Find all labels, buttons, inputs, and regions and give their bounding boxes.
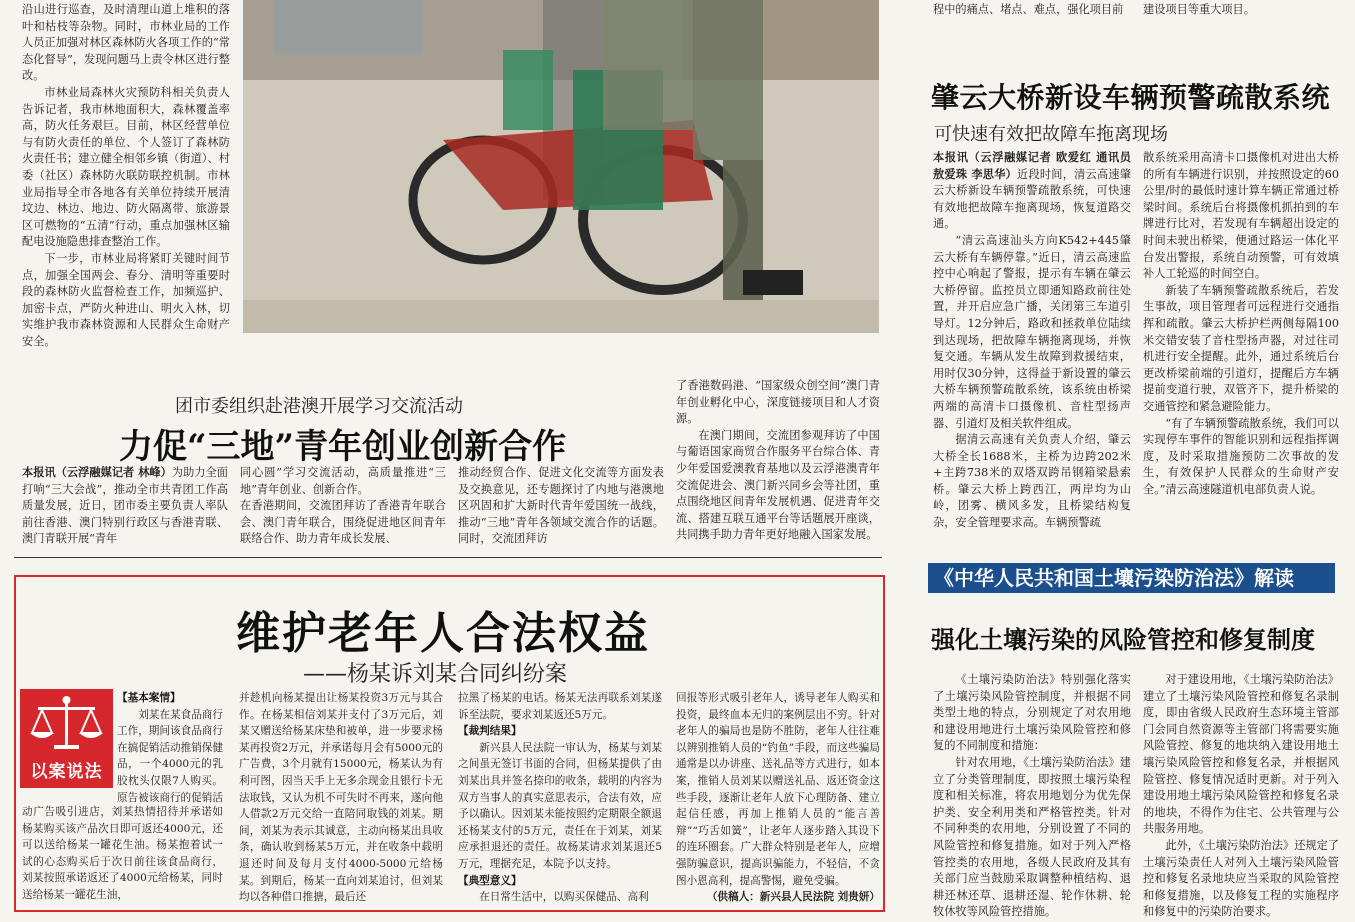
law-case-col1-rest: 动广告吸引进店，刘某热情招待并承诺如杨某购买该产品次日即可返还4000元，还可以送给杨某一罐花生油。杨某抱着试一试的心态购买后于次日前往该食品商行，刘某按照承诺返还了4000元给杨某，同时送给杨某一罐花生油， (22, 806, 223, 901)
scales-of-justice-icon (20, 689, 113, 759)
soil-law-col1: 《土壤污染防治法》特别强化落实了土壤污染风险管控制度，并根据不同类型土地的特点，分别规定了对农用地和建设用地进行土壤污染风险管控和修复的不同制度和措施： 针对农用地，《土壤污染防治法》建立了分类管理制度，即按照土壤污染程度和相关标准，将农用地划分为优先保护类、安全利用类和严格管控类。针对不同种类的农用地，分别设置了不同的风险管控和修复措施。如对于列入严格管控类的农用地，各级人民政府及其有关部门应当鼓励采取调整种植结构、退耕还林还草、退耕还湿、轮作休耕、轮牧休牧等风险管控措施。 (933, 673, 1131, 919)
section-basic-heading: 【基本案情】 (117, 692, 181, 704)
section-typical-heading: 【典型意义】 (458, 874, 522, 887)
soil-law-col2: 对于建设用地，《土壤污染防治法》建立了土壤污染风险管控和修复名录制度，即由省级人民政府生态环境主管部门会同自然资源等主管部门将需要实施风险管控、修复的地块纳入建设用地土壤污染风险管控和修复名录，并根据风险管控、修复情况适时更新。对于列入建设用地土壤污染风险管控和修复名录的地块，不得作为住宅、公共管理与公共服务用地。 此外，《土壤污染防治法》还规定了土壤污染责任人对列入土壤污染风险管控和修复名录地块应当采取的风险管控和修复措施，以及修复工程的实施程序和修复中的污染防治要求。 (1143, 673, 1339, 919)
youth-article-kicker: 团市委组织赴港澳开展学习交流活动 (175, 396, 463, 417)
continuation-text-right: 建设项目等重大项目。 (1143, 3, 1255, 16)
youth-article-byline: 本报讯（云浮融媒记者 林峰） (22, 466, 172, 479)
law-case-col3: 拉黑了杨某的电话。杨某无法再联系刘某遂诉至法院，要求刘某返还5万元。 【裁判结果】 新兴县人民法院一审认为，杨某与刘某之间虽无签订书面的合同，但杨某提供了由刘某出具并签名捺印的收条，载明的内容为双方当事人的真实意思表示，合法有效，应予以确认。因刘某未能按照约定期限全额退还杨某支付的5万元，责任在于刘某，刘某应承担退还的责任。故杨某请求刘某退还5万元，理据充足，本院予以支持。 【典型意义】 在日常生活中，以购买保健品、高利 (458, 692, 662, 904)
badge-label: 以案说法 (30, 762, 103, 782)
section-divider (14, 557, 882, 558)
continuation-text-left: 程中的痛点、堵点、难点，强化项目前 (933, 3, 1124, 16)
youth-article-col4: 了香港数码港、“国家级众创空间”澳门青年创业孵化中心，深度链接项目和人才资源。 在澳门期间，交流团参观拜访了中国与葡语国家商贸合作服务平台综合体、青少年爱国爱澳教育基地以及云浮港澳青年交流促进会、澳门新兴同乡会等社团，重点围绕地区间青年发展机遇、促进青年交流、搭建互联互通平台等话题展开座谈，共同携手助力青年更好地融入国家发展。 (676, 379, 880, 542)
soil-law-title: 强化土壤污染的风险管控和修复制度 (931, 626, 1315, 654)
bridge-article-col1: 本报讯（云浮融媒记者 欧爱红 通讯员 敖爱珠 李思华）近段时间，清云高速肇云大桥新设车辆预警疏散系统，可快速有效地把故障车拖离现场，恢复道路交通。 “清云高速汕头方向K542+445肇云大桥有车辆停靠。”近日，清云高速监控中心响起了警报，提示有车辆在肇云大桥停留。监控员立即通知路政前往处置，并开启应急广播，关闭第三车道引导灯。12分钟后，路政和拯救单位陆续到达现场，把故障车辆拖离现场，并恢复交通。车辆从发生故障到救援结束，用时仅30分钟，这得益于新设置的肇云大桥车辆预警疏散系统，该系统由桥梁两端的高清卡口摄像机、音柱型扬声器、引道灯及相关软件组成。 据清云高速有关负责人介绍，肇云大桥全长1688米，主桥为边跨202米+主跨738米的双塔双跨吊钢箱梁悬索桥。肇云大桥上跨西江，两岸均为山岭，团雾、横风多发，且桥梁结构复杂，安全管理要求高。车辆预警疏 (933, 151, 1131, 530)
soil-law-band: 《中华人民共和国土壤污染防治法》解读 (928, 563, 1335, 593)
bridge-article-subtitle: 可快速有效把故障车拖离现场 (934, 124, 1168, 145)
case-explanation-badge (20, 689, 113, 788)
bridge-article-byline: 本报讯（云浮融媒记者 欧爱红 通讯员 敖爱珠 李思华） (933, 151, 1131, 181)
law-case-col4: 回报等形式吸引老年人，诱导老年人购买和投资，最终血本无归的案例层出不穷。针对老年人的骗局也是防不胜防，老年人往往难以辨别推销人员的“钓鱼”手段，而这些骗局通常是以办讲座、送礼品等方式进行，如本案，推销人员刘某以赠送礼品、返还资金这些手段，逐渐让老年人放下心理防备、建立起信任感，再加上推销人员的“能言善辩”“巧舌如簧”，让老年人逐步踏入其设下的连环圈套。广大群众特别是老年人，应增强防骗意识，提高识骗能力，不轻信，不贪图小恩高利，提高警惕，避免受骗。 （供稿人：新兴县人民法院 刘贵妍） (676, 692, 880, 904)
bridge-article-col2: 散系统采用高清卡口摄像机对进出大桥的所有车辆进行识别，并按照设定的60公里/时的最低时速计算车辆正常通过桥梁时间。系统后台将摄像机抓拍到的车牌进行比对，若发现有车辆超出设定的时间未驶出桥梁，便通过路运一体化平台发出警报，系统自动预警，可有效填补人工轮巡的时间空白。 新装了车辆预警疏散系统后，若发生事故，项目管理者可远程进行交通指挥和疏散。肇云大桥护栏两侧每隔100米交错安装了音柱型扬声器，对过往司机进行安全提醒。此外，通过系统后台更改桥梁前端的引道灯，提醒后方车辆提前变道行驶，双管齐下，提升桥梁的交通管控和紧急避险能力。 “有了车辆预警疏散系统，我们可以实现停车事件的智能识别和远程指挥调度，及时采取措施预防二次事故的发生，有效保护人民群众的生命财产安全。”清云高速隧道机电部负责人说。 (1143, 151, 1339, 496)
youth-article-col2: 同心圆”学习交流活动，高质量推进“三地”青年创业、创新合作。 在香港期间，交流团拜访了香港青年联合会、澳门青年联合，围绕促进地区间青年联络合作、助力青年成长发展、 (240, 466, 446, 546)
section-result-heading: 【裁判结果】 (458, 725, 522, 738)
law-case-col1-intro: 【基本案情】 刘某在某食品商行工作，期间该食品商行在搞促销活动推销保健品，一个4000元的乳胶枕头仅限7人购买。原告被该商行的促销活 (117, 692, 223, 804)
photo-illustration (243, 0, 879, 333)
bridge-article-title: 肇云大桥新设车辆预警疏散系统 (931, 81, 1331, 114)
law-case-subtitle: ——杨某诉刘某合同纠纷案 (303, 662, 568, 687)
youth-article-col1: 本报讯（云浮融媒记者 林峰）为助力全面打响“三大会战”，推动全市共青团工作高质量发展，近日，团市委主要负责人率队前往香港、澳门特别行政区与香港青联、澳门青联开展“青年 (22, 466, 228, 546)
law-case-col2: 并趁机向杨某提出让杨某投资3万元与其合作。在杨某相信刘某并支付了3万元后，刘某又赠送给杨某床垫和被单，进一步要求杨某再投资2万元，并承诺每月会有5000元的广告费，3个月就有15000元，杨某认为有利可图，因当天手上无多余现金且银行卡无法取钱，又认为机不可失时不再来，遂向他人借款2万元交给一直陪同取钱的刘某。期间，刘某为表示其诚意，主动向杨某出具收条，确认收到杨某5万元，并在收条中载明退还时间及每月支付4000-5000元给杨某。到期后，杨某一直向刘某追讨，但刘某均以各种借口推搪，最后还 (239, 692, 443, 904)
youth-article-col3: 推动经贸合作、促进文化交流等方面发表及交换意见，还专题探讨了内地与港澳地区巩固和扩大新时代青年爱国统一战线，推动“三地”青年各领域交流合作的话题。同时，交流团拜访 (458, 466, 664, 546)
news-photo-forest-patrol (243, 0, 879, 333)
forest-fire-article-text: 沿山进行巡查，及时清理山道上堆积的落叶和枯枝等杂物。同时，市林业局的工作人员正加强对林区森林防火各项工作的“常态化督导”，发现问题马上责令林区进行整改。 市林业局森林火灾预防科相关负责人告诉记者，我市林地面积大，森林覆盖率高，防火任务艰巨。目前，林区经营单位与有防火责任的单位、个人签订了森林防火责任书；建立健全相邻乡镇（街道）、村委（社区）森林防火联防联控机制。市林业局指导全市各地各有关单位持续开展清坟边、林边、地边、防火隔离带、旅游景区可燃物的“五清”行动，重点加强林区输配电设施隐患排查整治工作。 下一步，市林业局将紧盯关键时间节点，加强全国两会、春分、清明等重要时段的森林防火监督检查工作，加频巡护、加密卡点，严防火种进山、明火入林，切实维护我市森林资源和人民群众生命财产安全。 (22, 3, 230, 348)
law-case-credit: （供稿人：新兴县人民法院 刘贵妍） (706, 891, 880, 904)
law-case-title: 维护老年人合法权益 (236, 608, 650, 659)
youth-article-title: 力促“三地”青年创业创新合作 (119, 427, 567, 467)
